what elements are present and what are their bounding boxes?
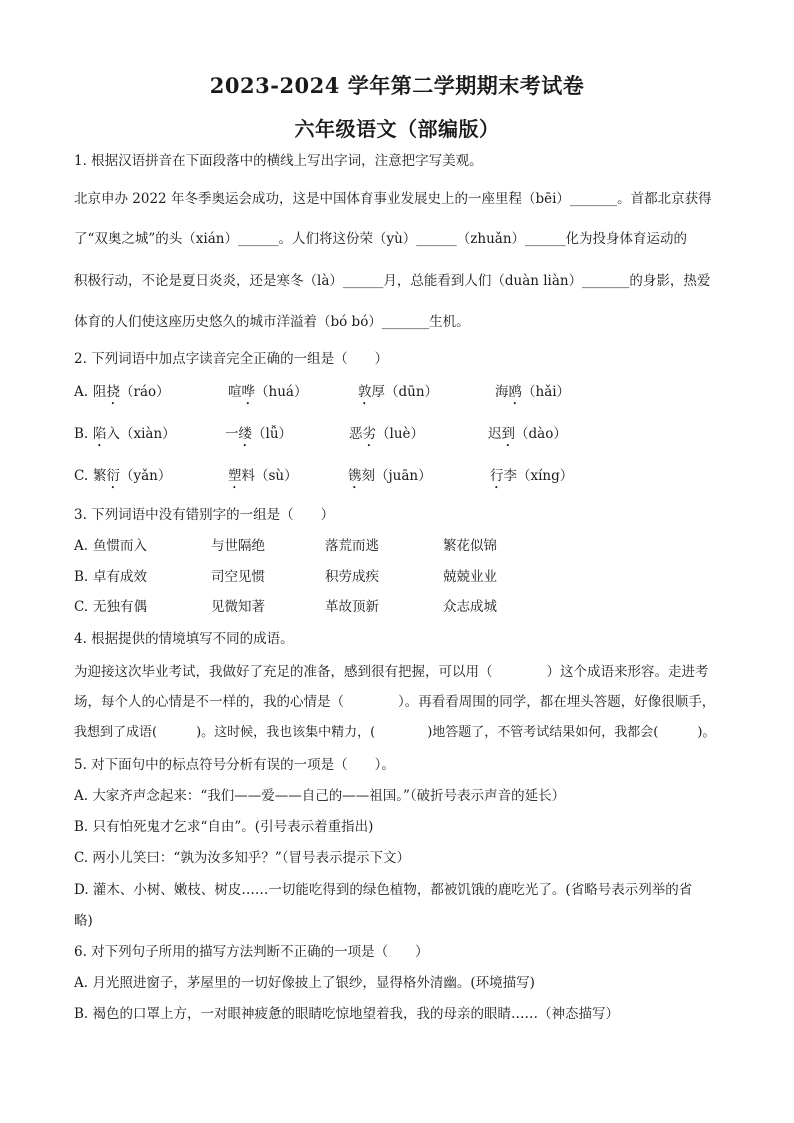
q1-line-1: 北京申办 2022 年冬季奥运会成功，这是中国体育事业发展史上的一座里程（bēi）_______。首都北京获得 [74, 191, 712, 207]
q3-b-word-2: 司空见惯 [211, 569, 265, 585]
q2-b-item-4: 迟到（dào） [488, 426, 567, 442]
q1-line-3: 积极行动，不论是夏日炎炎，还是寒冬（là）______月，总能看到人们（duàn liàn）_______的身影，热爱 [74, 273, 711, 289]
q5-stem: 5. 对下面句中的标点符号分析有误的一项是（ ）。 [74, 757, 395, 773]
q3-c-word-4: 众志成城 [443, 599, 497, 615]
q3-a-word-2: 与世隔绝 [211, 538, 265, 554]
q3-stem: 3. 下列词语中没有错别字的一组是（ ） [74, 507, 335, 523]
q4-line-1: 为迎接这次毕业考试，我做好了充足的准备，感到很有把握，可以用（ ）这个成语来形容。走进考 [74, 664, 709, 680]
q2-c-item-3: 镌刻（juān） [348, 468, 432, 484]
q2-stem: 2. 下列词语中加点字读音完全正确的一组是（ ） [74, 351, 389, 367]
q5-option-c: C. 两小儿笑曰：“孰为汝多知乎？”（冒号表示提示下文） [74, 850, 410, 866]
exam-title: 2023-2024 学年第二学期期末考试卷 [209, 73, 585, 98]
q3-c-word-1: 无独有偶 [93, 599, 147, 615]
q2-a-item-4: 海鸥（hǎi） [495, 384, 571, 400]
q2-option-a-label: A. [74, 384, 89, 400]
q1-line-2: 了“双奥之城”的头（xián）______。人们将这份荣（yù）______（zhuǎn）______化为投身体育运动的 [74, 231, 688, 247]
q3-a-word-4: 繁花似锦 [443, 538, 497, 554]
q3-a-word-3: 落荒而逃 [325, 538, 379, 554]
q3-c-word-2: 见微知著 [211, 599, 265, 615]
q5-option-b: B. 只有怕死鬼才乞求“自由”。(引号表示着重指出) [74, 819, 374, 835]
q3-option-b-label: B. [74, 569, 89, 585]
q2-b-item-1: 陷入（xiàn） [93, 426, 176, 442]
q6-option-a: A. 月光照进窗子，茅屋里的一切好像披上了银纱，显得格外清幽。(环境描写) [74, 975, 535, 991]
q2-a-item-1: 阻挠（ráo） [93, 384, 170, 400]
q2-c-item-1: 繁衍（yǎn） [93, 468, 172, 484]
exam-subtitle: 六年级语文（部编版） [294, 117, 500, 141]
q3-b-word-3: 积劳成疾 [325, 569, 379, 585]
q4-stem: 4. 根据提供的情境填写不同的成语。 [74, 631, 294, 647]
q2-b-item-3: 恶劣（luè） [349, 426, 425, 442]
q2-a-item-3: 敦厚（dūn） [358, 384, 439, 400]
q3-c-word-3: 革故顶新 [325, 599, 379, 615]
q5-option-d-continued: 略) [74, 913, 93, 929]
q4-line-3: 我想到了成语( )。这时候，我也该集中精力，( )地答题了，不管考试结果如何，我都会( )。 [74, 725, 716, 740]
q2-b-item-2: 一缕（lǚ） [225, 426, 293, 442]
q3-b-word-4: 兢兢业业 [443, 569, 497, 585]
q3-option-a-label: A. [74, 538, 89, 554]
q6-stem: 6. 对下列句子所用的描写方法判断不正确的一项是（ ） [74, 944, 429, 960]
q2-a-item-2: 喧哗（huá） [228, 384, 308, 400]
q2-c-item-2: 塑料（sù） [228, 468, 298, 484]
q2-option-c-label: C. [74, 468, 89, 484]
q4-line-2: 场，每个人的心情是不一样的，我的心情是（ ）。再看看周围的同学，都在埋头答题，好像很顺手， [74, 694, 716, 710]
q5-option-a: A. 大家齐声念起来：“我们——爱——自己的——祖国。”（破折号表示声音的延长） [74, 788, 566, 804]
q2-option-b-label: B. [74, 426, 89, 442]
q5-option-d: D. 灌木、小树、嫩枝、树皮……一切能吃得到的绿色植物，都被饥饿的鹿吃光了。(省略号表示列举的省 [74, 882, 693, 898]
q3-b-word-1: 卓有成效 [93, 569, 147, 585]
q1-stem: 1. 根据汉语拼音在下面段落中的横线上写出字词，注意把字写美观。 [74, 153, 483, 169]
q1-line-4: 体育的人们使这座历史悠久的城市洋溢着（bó bó）_______生机。 [74, 314, 470, 330]
q3-option-c-label: C. [74, 599, 89, 615]
q6-option-b: B. 褐色的口罩上方，一对眼神疲惫的眼睛吃惊地望着我，我的母亲的眼睛……（神态描写） [74, 1006, 620, 1022]
q3-a-word-1: 鱼惯而入 [93, 538, 147, 554]
q2-c-item-4: 行李（xíng） [490, 468, 574, 484]
